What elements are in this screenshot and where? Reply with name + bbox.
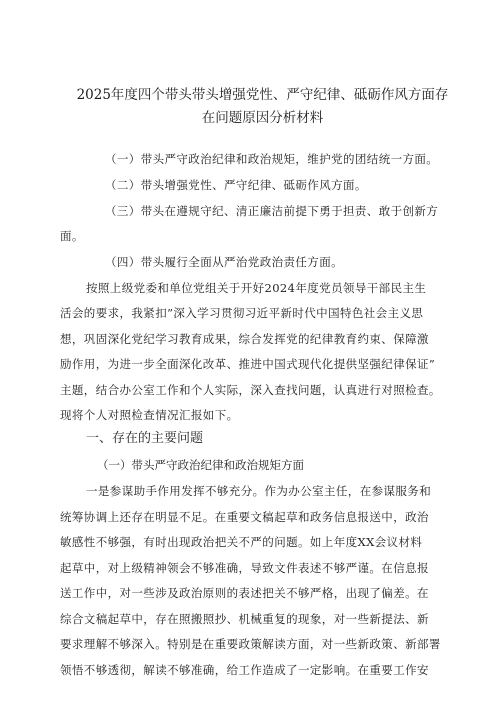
body-line: 综合文稿起草中，存在照搬照抄、机械重复的现象，对一些新提法、新 — [60, 612, 429, 626]
body-line: 一是参谋助手作用发挥不够充分。作为办公室主任，在参谋服务和 — [86, 484, 432, 498]
body-line: 统筹协调上还存在明显不足。在重要文稿起草和政务信息报送中，政治 — [60, 510, 429, 524]
section-heading: 一、存在的主要问题 — [86, 431, 204, 446]
body-line: 领悟不够透彻，解读不够准确，给工作造成了一定影响。在重要工作安 — [60, 663, 429, 677]
intro-line: 按照上级党委和单位党组关于开好2024年度党员领导干部民主生 — [86, 281, 427, 295]
body-line: 要求理解不够深入。特别是在重要政策解读方面，对一些新政策、新部署 — [60, 637, 441, 651]
body-line: 送工作中，对一些涉及政治原则的表述把关不够严格，出现了偏差。在 — [60, 586, 429, 600]
agenda-item-3-continued: 面。 — [60, 229, 84, 243]
agenda-item-4: （四）带头履行全面从严治党政治责任方面。 — [105, 255, 343, 269]
intro-line: 想，巩固深化党纪学习教育成果，综合发挥党的纪律教育约束、保障激 — [60, 332, 429, 346]
agenda-item-2: （二）带头增强党性、严守纪律、砥砺作风方面。 — [105, 178, 367, 192]
document-title-line-1: 2025年度四个带头带头增强党性、严守纪律、砥砺作风方面存 — [76, 87, 449, 103]
intro-line: 励作用，为进一步全面深化改革、推进中国式现代化提供坚强纪律保证” — [60, 357, 436, 371]
intro-line: 活会的要求，我紧扣”深入学习贯彻习近平新时代中国特色社会主义思 — [60, 306, 424, 320]
agenda-item-1: （一）带头严守政治纪律和政治规矩，维护党的团结统一方面。 — [105, 152, 439, 166]
body-line: 起草中，对上级精神领会不够准确，导致文件表述不够严谨。在信息报 — [60, 561, 429, 575]
intro-line: 主题，结合办公室工作和个人实际，深入查找问题，认真进行对照检查。 — [60, 383, 441, 397]
subsection-heading: （一）带头严守政治纪律和政治规矩方面 — [97, 458, 304, 472]
agenda-item-3: （三）带头在遵规守纪、清正廉洁前提下勇于担责、敢于创新方 — [105, 204, 439, 218]
intro-line: 现将个人对照检查情况汇报如下。 — [60, 408, 239, 422]
document-title-line-2: 在问题原因分析材料 — [201, 110, 324, 126]
body-line: 敏感性不够强，有时出现政治把关不严的问题。如上年度XX会议材料 — [60, 535, 423, 549]
